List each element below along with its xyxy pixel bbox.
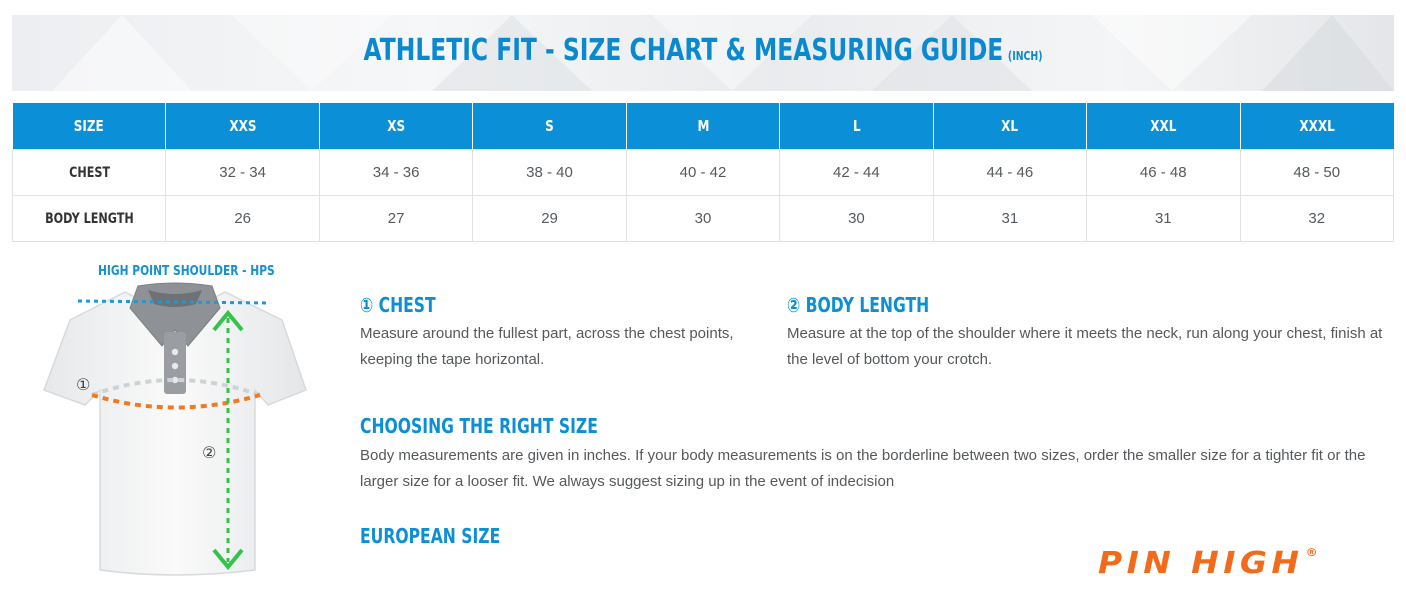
table-cell: 27 xyxy=(319,196,472,242)
brand-name: PIN HIGH xyxy=(1098,546,1304,581)
chest-marker: ① xyxy=(76,375,91,394)
size-header-xxl: XXL xyxy=(1087,103,1240,150)
table-cell: 48 - 50 xyxy=(1240,150,1394,196)
table-row-body-length xyxy=(13,196,1394,242)
table-cell: 34 - 36 xyxy=(319,150,472,196)
choosing-size-heading: CHOOSING THE RIGHT SIZE xyxy=(360,414,598,438)
table-cell: 40 - 42 xyxy=(626,150,779,196)
chest-heading: ① CHEST xyxy=(360,293,436,317)
table-cell: 42 - 44 xyxy=(780,150,933,196)
size-column-header: SIZE xyxy=(13,103,166,150)
table-row-chest xyxy=(13,150,1394,196)
size-header-xxxl: XXXL xyxy=(1240,103,1394,150)
choosing-size-description: Body measurements are given in inches. If your body measurements is on the borderline between two sizes, order the smaller size for a tighter fit or the larger size for a looser fit. We always suggest sizing up in the event of indecision xyxy=(360,447,1366,490)
size-header-s: S xyxy=(473,103,626,150)
body-length-heading: ② BODY LENGTH xyxy=(787,293,930,317)
body-length-description: Measure at the top of the shoulder where it meets the neck, run along your chest, finish at the level of bottom your crotch. xyxy=(787,325,1383,368)
row-label-body-length: BODY LENGTH xyxy=(13,196,166,242)
title-banner xyxy=(12,15,1394,91)
size-header-m: M xyxy=(626,103,779,150)
table-cell: 38 - 40 xyxy=(473,150,626,196)
table-cell: 31 xyxy=(1087,196,1240,242)
hps-label: HIGH POINT SHOULDER - HPS xyxy=(98,264,275,279)
table-cell: 44 - 46 xyxy=(933,150,1086,196)
size-header-xxs: XXS xyxy=(166,103,319,150)
size-header-l: L xyxy=(780,103,933,150)
brand-logo xyxy=(1098,546,1318,581)
size-header-xl: XL xyxy=(933,103,1086,150)
chest-description: Measure around the fullest part, across the chest points, keeping the tape horizontal. xyxy=(360,325,734,368)
size-header-row xyxy=(13,103,1394,150)
table-cell: 30 xyxy=(626,196,779,242)
table-cell: 32 xyxy=(1240,196,1394,242)
size-table xyxy=(12,103,1394,242)
polo-shirt-diagram xyxy=(30,280,320,585)
table-cell: 30 xyxy=(780,196,933,242)
registered-mark: ® xyxy=(1305,546,1318,559)
row-label-chest: CHEST xyxy=(13,150,166,196)
table-cell: 46 - 48 xyxy=(1087,150,1240,196)
length-marker: ② xyxy=(202,443,217,462)
title-unit: (INCH) xyxy=(1007,49,1043,63)
table-cell: 26 xyxy=(166,196,319,242)
table-cell: 32 - 34 xyxy=(166,150,319,196)
european-size-heading: EUROPEAN SIZE xyxy=(360,524,501,548)
table-cell: 29 xyxy=(473,196,626,242)
size-header-xs: XS xyxy=(319,103,472,150)
page-title xyxy=(164,33,1242,68)
title-text: ATHLETIC FIT - SIZE CHART & MEASURING GUIDE xyxy=(363,33,1004,68)
table-cell: 31 xyxy=(933,196,1086,242)
